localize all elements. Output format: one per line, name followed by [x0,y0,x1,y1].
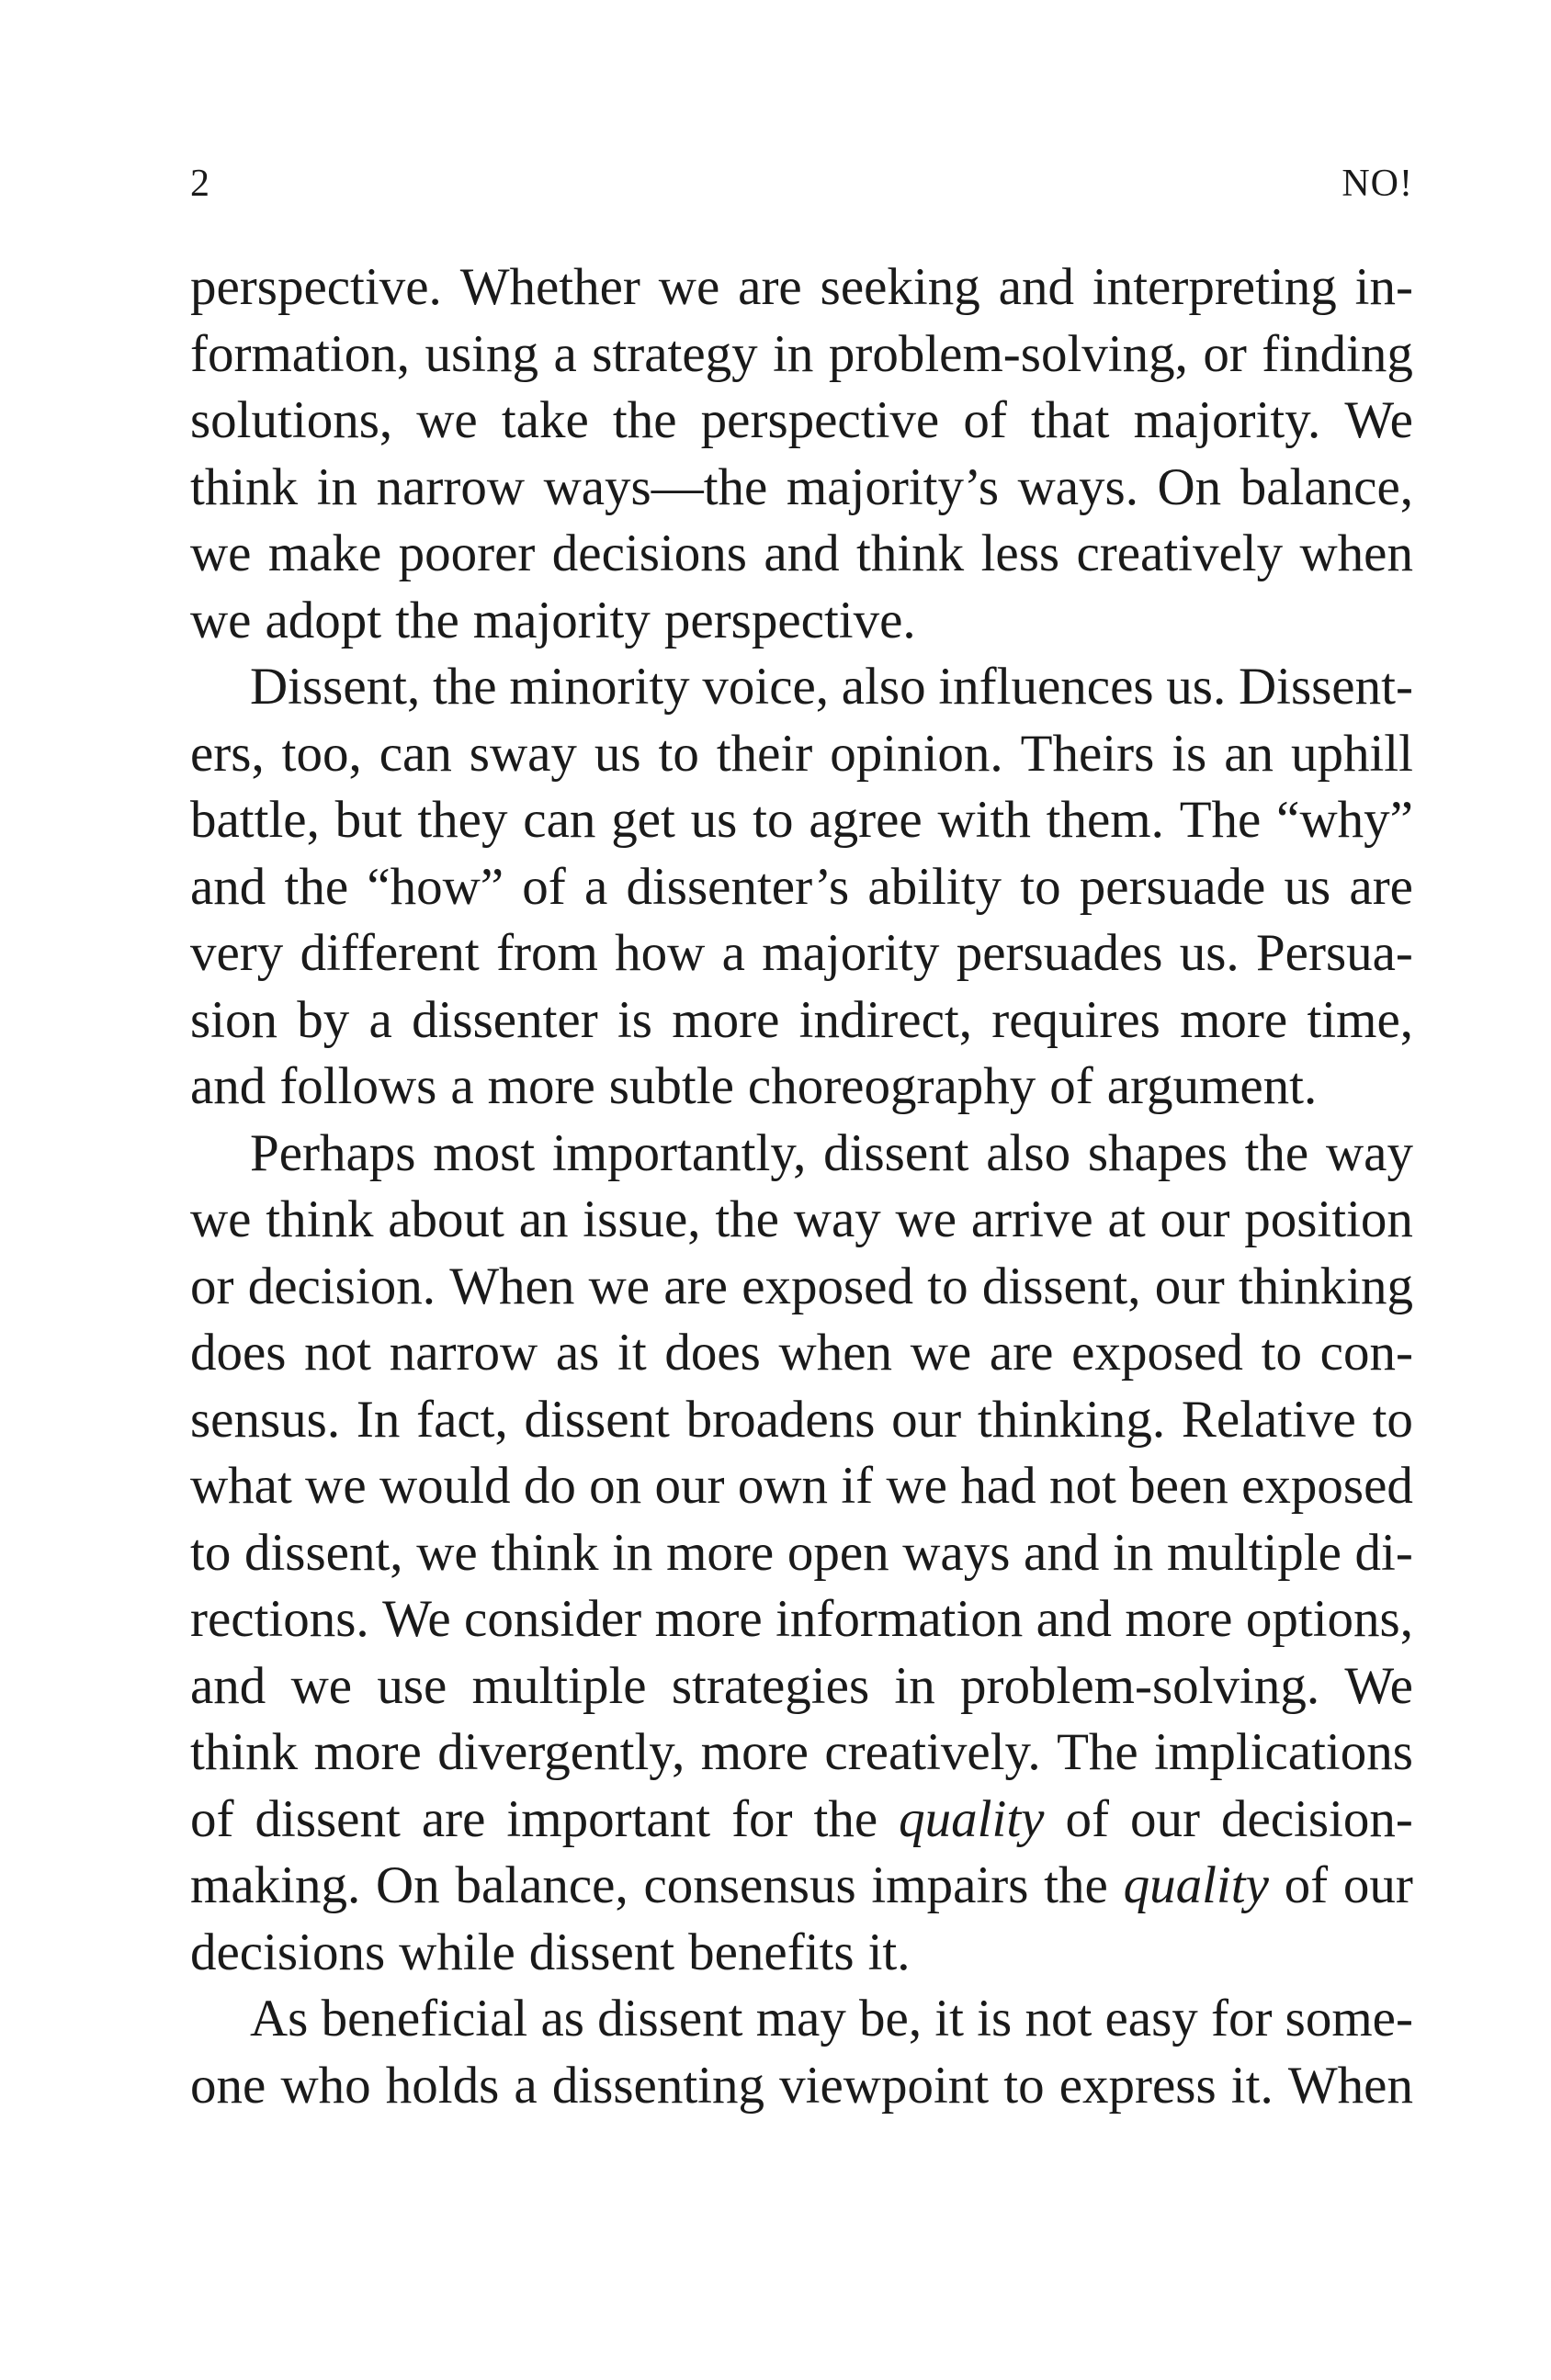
page-number: 2 [190,163,210,205]
text-line: very different from how a majority persuades us. Persua- [190,924,1413,982]
body-text [190,254,1413,2119]
text-line: and the “how” of a dissenter’s ability to persuade us are [190,857,1413,916]
text-line: or decision. When we are exposed to dissent, our thinking [190,1257,1413,1315]
running-head [190,156,1413,211]
text-line: we adopt the majority perspective. [190,591,916,649]
text-line: of dissent are important for the quality of our decision- [190,1789,1413,1848]
text-line: Dissent, the minority voice, also influences us. Dissent- [250,658,1413,716]
paragraph [190,1121,1413,1987]
text-line: battle, but they can get us to agree with them. The “why” [190,791,1413,849]
text-line: to dissent, we think in more open ways and in multiple di- [190,1523,1413,1582]
text-line: sensus. In fact, dissent broadens our thinking. Relative to [190,1390,1413,1449]
text-line: Perhaps most importantly, dissent also shapes the way [250,1123,1413,1182]
text-line: and we use multiple strategies in problem-solving. We [190,1656,1413,1715]
text-line: and follows a more subtle choreography of argument. [190,1057,1318,1115]
text-line: does not narrow as it does when we are exposed to con- [190,1324,1413,1382]
text-line: we think about an issue, the way we arrive at our position [190,1190,1413,1248]
text-line: decisions while dissent benefits it. [190,1923,911,1981]
text-line: think in narrow ways—the majority’s ways. On balance, [190,457,1413,516]
text-line: sion by a dissenter is more indirect, requires more time, [190,990,1413,1049]
text-line: ers, too, can sway us to their opinion. Theirs is an uphill [190,724,1413,783]
text-line: we make poorer decisions and think less creatively when [190,525,1413,582]
text-line: formation, using a strategy in problem-solving, or finding [190,324,1413,383]
text-line: rections. We consider more information and more options, [190,1590,1413,1648]
running-title: NO! [1342,163,1413,205]
text-line: what we would do on our own if we had not been exposed [190,1457,1413,1515]
text-line: perspective. Whether we are seeking and interpreting in- [190,258,1413,316]
paragraph [190,1986,1413,2119]
text-line: one who holds a dissenting viewpoint to express it. When [190,2056,1413,2115]
text-line: solutions, we take the perspective of that majority. We [190,391,1413,449]
text-line: As beneficial as dissent may be, it is not easy for some- [250,1990,1413,2047]
paragraph [190,254,1413,654]
text-line: making. On balance, consensus impairs the quality of our [190,1856,1413,1914]
paragraph [190,654,1413,1121]
text-line: think more divergently, more creatively. The implications [190,1723,1413,1781]
